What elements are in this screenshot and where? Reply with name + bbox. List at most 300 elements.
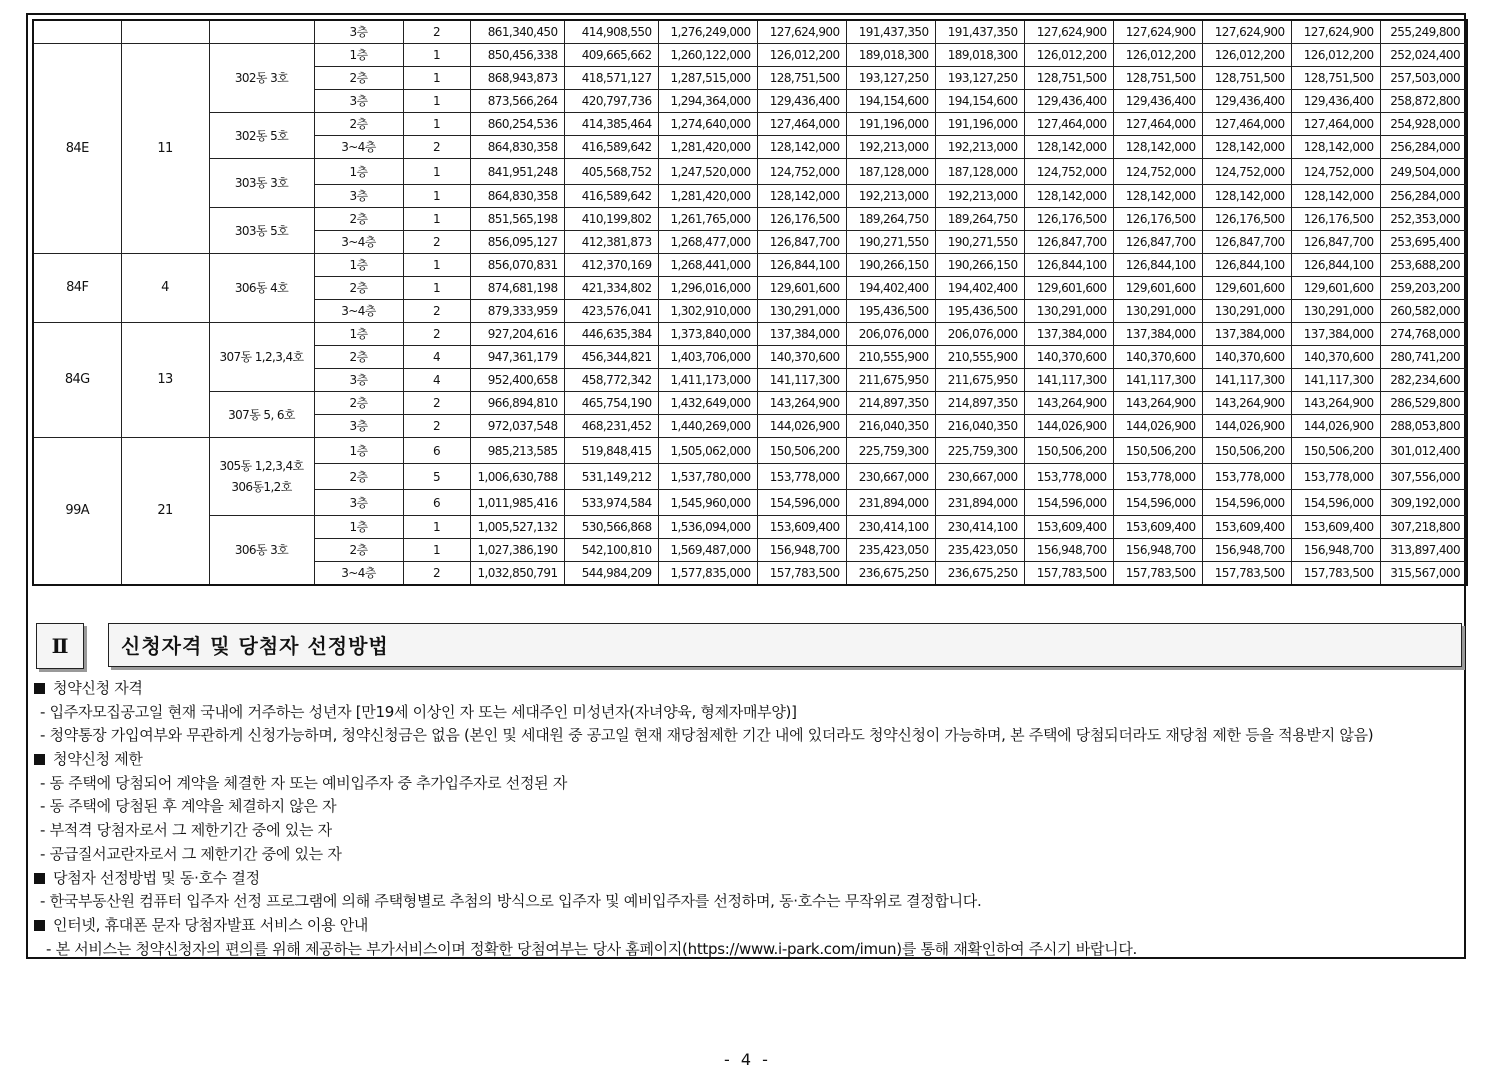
- table-cell: 128,142,000: [1202, 136, 1291, 159]
- table-cell: 254,928,000: [1380, 113, 1467, 136]
- table-cell: 235,423,050: [935, 539, 1024, 562]
- table-cell: 144,026,900: [1291, 415, 1380, 438]
- table-cell: 128,142,000: [1024, 185, 1113, 208]
- table-cell: 191,437,350: [846, 20, 935, 44]
- table-cell: 130,291,000: [1291, 300, 1380, 323]
- table-cell: 3층: [314, 415, 403, 438]
- table-cell: 420,797,736: [564, 90, 658, 113]
- heading-restrictions: 청약신청 제한: [32, 748, 1462, 772]
- table-cell: 409,665,662: [564, 44, 658, 67]
- table-cell: 3~4층: [314, 231, 403, 254]
- table-cell: 1,287,515,000: [658, 67, 757, 90]
- table-cell: 189,264,750: [935, 208, 1024, 231]
- table-cell: 126,176,500: [1291, 208, 1380, 231]
- table-cell: 874,681,198: [470, 277, 564, 300]
- table-cell: 191,196,000: [935, 113, 1024, 136]
- supply-price-table: [32, 19, 1468, 586]
- table-cell: 214,897,350: [846, 392, 935, 415]
- table-cell: 1,545,960,000: [658, 490, 757, 516]
- table-cell: 1,373,840,000: [658, 323, 757, 346]
- table-row: [33, 208, 1467, 231]
- table-cell: 1,569,487,000: [658, 539, 757, 562]
- table-cell: 206,076,000: [846, 323, 935, 346]
- table-cell: 301,012,400: [1380, 438, 1467, 464]
- table-cell: 153,609,400: [1024, 516, 1113, 539]
- table-cell: 150,506,200: [757, 438, 846, 464]
- table-cell: 127,624,900: [1024, 20, 1113, 44]
- table-cell: 418,571,127: [564, 67, 658, 90]
- table-cell: 2층: [314, 208, 403, 231]
- table-cell: 130,291,000: [757, 300, 846, 323]
- table-cell: 1,403,706,000: [658, 346, 757, 369]
- table-cell: 1,432,649,000: [658, 392, 757, 415]
- table-cell: 126,176,500: [757, 208, 846, 231]
- table-cell: 519,848,415: [564, 438, 658, 464]
- table-cell: 128,142,000: [1291, 136, 1380, 159]
- table-cell: 1: [403, 516, 470, 539]
- table-cell: 307,556,000: [1380, 464, 1467, 490]
- table-cell: 412,370,169: [564, 254, 658, 277]
- table-cell: 127,624,900: [757, 20, 846, 44]
- table-cell: 280,741,200: [1380, 346, 1467, 369]
- table-cell: 126,012,200: [757, 44, 846, 67]
- table-cell: 189,264,750: [846, 208, 935, 231]
- square-bullet-icon: [34, 920, 45, 931]
- table-cell: 127,624,900: [1202, 20, 1291, 44]
- table-cell: 952,400,658: [470, 369, 564, 392]
- table-cell: 305동 1,2,3,4호 306동1,2호: [209, 438, 314, 516]
- table-cell: 153,778,000: [1113, 464, 1202, 490]
- list-item: - 청약통장 가입여부와 무관하게 신청가능하며, 청약신청금은 없음 (본인 및 세대원 중 공고일 현재 재당첨제한 기간 내에 있더라도 청약신청이 가능하며, 본 주택에 당첨되더라도 재당첨 제한 등을 적용받지 않음): [40, 726, 1374, 745]
- table-cell: 126,176,500: [1024, 208, 1113, 231]
- table-cell: 124,752,000: [1291, 159, 1380, 185]
- table-cell: 126,012,200: [1291, 44, 1380, 67]
- table-cell: 128,751,500: [1202, 67, 1291, 90]
- table-cell: 307동 1,2,3,4호: [209, 323, 314, 392]
- table-cell: 947,361,179: [470, 346, 564, 369]
- table-cell: 256,284,000: [1380, 136, 1467, 159]
- table-cell: 126,176,500: [1113, 208, 1202, 231]
- table-cell: 150,506,200: [1113, 438, 1202, 464]
- table-cell: 2층: [314, 392, 403, 415]
- table-cell: 127,624,900: [1113, 20, 1202, 44]
- table-cell: 157,783,500: [1202, 562, 1291, 586]
- table-cell: 2: [403, 562, 470, 586]
- table-cell: 21: [121, 438, 209, 586]
- table-cell: 1,032,850,791: [470, 562, 564, 586]
- list-item: - 입주자모집공고일 현재 국내에 거주하는 성년자 [만19세 이상인 자 또는 세대주인 미성년자(자녀양육, 형제자매부양)]: [40, 702, 797, 721]
- table-cell: 84E: [33, 44, 121, 254]
- table-cell: 192,213,000: [846, 136, 935, 159]
- table-cell: 128,751,500: [1024, 67, 1113, 90]
- table-cell: 210,555,900: [846, 346, 935, 369]
- table-cell: 141,117,300: [1291, 369, 1380, 392]
- table-cell: 153,778,000: [1024, 464, 1113, 490]
- table-cell: 1,247,520,000: [658, 159, 757, 185]
- table-cell: 259,203,200: [1380, 277, 1467, 300]
- table-cell: 137,384,000: [1113, 323, 1202, 346]
- table-cell: 156,948,700: [1291, 539, 1380, 562]
- table-cell: 140,370,600: [1113, 346, 1202, 369]
- table-cell: 189,018,300: [935, 44, 1024, 67]
- table-cell: 137,384,000: [1024, 323, 1113, 346]
- table-cell: 252,024,400: [1380, 44, 1467, 67]
- table-cell: 140,370,600: [1291, 346, 1380, 369]
- table-cell: 130,291,000: [1113, 300, 1202, 323]
- table-cell: 985,213,585: [470, 438, 564, 464]
- table-cell: 3층: [314, 20, 403, 44]
- table-cell: 416,589,642: [564, 136, 658, 159]
- square-bullet-icon: [34, 873, 45, 884]
- table-cell: 126,012,200: [1202, 44, 1291, 67]
- table-cell: 288,053,800: [1380, 415, 1467, 438]
- table-cell: 6: [403, 490, 470, 516]
- table-cell: 4: [121, 254, 209, 323]
- table-cell: 1,268,477,000: [658, 231, 757, 254]
- table-cell: 130,291,000: [1024, 300, 1113, 323]
- table-cell: 128,142,000: [757, 136, 846, 159]
- table-cell: 2층: [314, 346, 403, 369]
- table-cell: 1,268,441,000: [658, 254, 757, 277]
- table-cell: 144,026,900: [1202, 415, 1291, 438]
- table-cell: 972,037,548: [470, 415, 564, 438]
- table-cell: 140,370,600: [1202, 346, 1291, 369]
- table-cell: 873,566,264: [470, 90, 564, 113]
- table-cell: 4: [403, 369, 470, 392]
- table-cell: 2: [403, 323, 470, 346]
- section-header: [34, 623, 1462, 669]
- table-cell: 128,751,500: [1113, 67, 1202, 90]
- table-cell: 1,006,630,788: [470, 464, 564, 490]
- table-cell: 286,529,800: [1380, 392, 1467, 415]
- table-cell: 127,464,000: [1291, 113, 1380, 136]
- list-item: - 공급질서교란자로서 그 제한기간 중에 있는 자: [40, 844, 342, 863]
- table-cell: 542,100,810: [564, 539, 658, 562]
- table-cell: 140,370,600: [1024, 346, 1113, 369]
- table-cell: 3~4층: [314, 562, 403, 586]
- table-cell: 124,752,000: [1113, 159, 1202, 185]
- table-cell: 1: [403, 254, 470, 277]
- document-frame: [26, 13, 1466, 959]
- table-cell: 303동 5호: [209, 208, 314, 254]
- table-cell: 129,436,400: [1024, 90, 1113, 113]
- table-cell: 156,948,700: [1113, 539, 1202, 562]
- table-cell: 143,264,900: [1024, 392, 1113, 415]
- table-cell: 99A: [33, 438, 121, 586]
- table-cell: 194,154,600: [846, 90, 935, 113]
- table-cell: 414,385,464: [564, 113, 658, 136]
- table-row: [33, 113, 1467, 136]
- table-cell: 533,974,584: [564, 490, 658, 516]
- table-cell: 144,026,900: [1113, 415, 1202, 438]
- table-cell: 187,128,000: [846, 159, 935, 185]
- table-cell: 1: [403, 539, 470, 562]
- table-cell: 2: [403, 415, 470, 438]
- table-cell: 1,296,016,000: [658, 277, 757, 300]
- table-cell: 153,778,000: [1202, 464, 1291, 490]
- table-cell: 252,353,000: [1380, 208, 1467, 231]
- table-cell: 307,218,800: [1380, 516, 1467, 539]
- table-cell: 143,264,900: [757, 392, 846, 415]
- table-cell: 157,783,500: [1291, 562, 1380, 586]
- table-cell: 129,436,400: [1113, 90, 1202, 113]
- table-cell: 2: [403, 136, 470, 159]
- table-cell: 130,291,000: [1202, 300, 1291, 323]
- table-cell: 258,872,800: [1380, 90, 1467, 113]
- table-cell: 1,260,122,000: [658, 44, 757, 67]
- table-cell: 11: [121, 44, 209, 254]
- table-cell: 231,894,000: [935, 490, 1024, 516]
- table-cell: 141,117,300: [1113, 369, 1202, 392]
- table-cell: 129,601,600: [757, 277, 846, 300]
- table-cell: 126,012,200: [1024, 44, 1113, 67]
- table-cell: 150,506,200: [1291, 438, 1380, 464]
- table-cell: 129,436,400: [1291, 90, 1380, 113]
- section-title: 신청자격 및 당첨자 선정방법: [108, 623, 1462, 667]
- table-cell: 850,456,338: [470, 44, 564, 67]
- table-cell: 127,464,000: [1202, 113, 1291, 136]
- table-cell: 2: [403, 20, 470, 44]
- table-cell: 190,271,550: [846, 231, 935, 254]
- list-item: - 동 주택에 당첨된 후 계약을 체결하지 않은 자: [40, 797, 337, 816]
- table-cell: 225,759,300: [935, 438, 1024, 464]
- table-cell: 5: [403, 464, 470, 490]
- table-cell: 84F: [33, 254, 121, 323]
- table-cell: 153,778,000: [1291, 464, 1380, 490]
- table-cell: 1: [403, 159, 470, 185]
- table-cell: 414,908,550: [564, 20, 658, 44]
- table-cell: 256,284,000: [1380, 185, 1467, 208]
- table-cell: 190,266,150: [935, 254, 1024, 277]
- table-cell: 416,589,642: [564, 185, 658, 208]
- table-cell: 189,018,300: [846, 44, 935, 67]
- table-cell: 927,204,616: [470, 323, 564, 346]
- table-cell: 153,609,400: [757, 516, 846, 539]
- table-cell: 128,142,000: [1113, 185, 1202, 208]
- table-cell: 124,752,000: [1202, 159, 1291, 185]
- table-cell: 1: [403, 90, 470, 113]
- table-cell: 1,537,780,000: [658, 464, 757, 490]
- table-cell: 1,005,527,132: [470, 516, 564, 539]
- table-cell: 128,751,500: [757, 67, 846, 90]
- table-cell: 214,897,350: [935, 392, 1024, 415]
- table-cell: 864,830,358: [470, 185, 564, 208]
- table-cell: 190,271,550: [935, 231, 1024, 254]
- table-cell: 127,464,000: [1113, 113, 1202, 136]
- table-cell: 156,948,700: [757, 539, 846, 562]
- table-cell: 141,117,300: [757, 369, 846, 392]
- table-cell: 302동 5호: [209, 113, 314, 159]
- table-cell: 144,026,900: [757, 415, 846, 438]
- table-cell: 405,568,752: [564, 159, 658, 185]
- table-cell: 230,667,000: [846, 464, 935, 490]
- table-cell: 211,675,950: [846, 369, 935, 392]
- table-cell: 126,847,700: [1202, 231, 1291, 254]
- table-cell: 191,437,350: [935, 20, 1024, 44]
- heading-announcement-service: 인터넷, 휴대폰 문자 당첨자발표 서비스 이용 안내: [32, 914, 1462, 938]
- table-cell: 126,844,100: [1024, 254, 1113, 277]
- table-cell: 143,264,900: [1291, 392, 1380, 415]
- table-cell: 1,027,386,190: [470, 539, 564, 562]
- table-cell: 879,333,959: [470, 300, 564, 323]
- table-cell: 1,302,910,000: [658, 300, 757, 323]
- table-cell: 153,778,000: [757, 464, 846, 490]
- table-cell: 2층: [314, 539, 403, 562]
- table-cell: 423,576,041: [564, 300, 658, 323]
- table-cell: 274,768,000: [1380, 323, 1467, 346]
- table-cell: 255,249,800: [1380, 20, 1467, 44]
- table-cell: 456,344,821: [564, 346, 658, 369]
- table-cell: 306동 3호: [209, 516, 314, 586]
- table-cell: 1,505,062,000: [658, 438, 757, 464]
- table-cell: 157,783,500: [757, 562, 846, 586]
- table-cell: 195,436,500: [846, 300, 935, 323]
- table-row: [33, 159, 1467, 185]
- table-cell: 154,596,000: [1202, 490, 1291, 516]
- table-cell: 144,026,900: [1024, 415, 1113, 438]
- table-cell: 1,274,640,000: [658, 113, 757, 136]
- table-cell: 3층: [314, 90, 403, 113]
- table-cell: 282,234,600: [1380, 369, 1467, 392]
- table-cell: 1,281,420,000: [658, 185, 757, 208]
- table-cell: 128,142,000: [757, 185, 846, 208]
- table-cell: 868,943,873: [470, 67, 564, 90]
- table-cell: 225,759,300: [846, 438, 935, 464]
- table-cell: 143,264,900: [1113, 392, 1202, 415]
- list-item: - 동 주택에 당첨되어 계약을 체결한 자 또는 예비입주자 중 추가입주자로 선정된 자: [40, 773, 568, 792]
- table-cell: 2층: [314, 277, 403, 300]
- table-cell: 307동 5, 6호: [209, 392, 314, 438]
- table-cell: 1,536,094,000: [658, 516, 757, 539]
- table-cell: 137,384,000: [757, 323, 846, 346]
- table-cell: 1,440,269,000: [658, 415, 757, 438]
- table-cell: 192,213,000: [846, 185, 935, 208]
- table-cell: 230,414,100: [846, 516, 935, 539]
- table-cell: 194,154,600: [935, 90, 1024, 113]
- table-cell: 864,830,358: [470, 136, 564, 159]
- table-cell: 1: [403, 185, 470, 208]
- table-cell: 127,624,900: [1291, 20, 1380, 44]
- table-cell: 236,675,250: [846, 562, 935, 586]
- table-cell: 309,192,000: [1380, 490, 1467, 516]
- table-row: [33, 392, 1467, 415]
- table-cell: 194,402,400: [846, 277, 935, 300]
- table-cell: 129,601,600: [1202, 277, 1291, 300]
- table-cell: 1층: [314, 159, 403, 185]
- table-cell: 129,436,400: [1202, 90, 1291, 113]
- table-cell: 421,334,802: [564, 277, 658, 300]
- table-cell: 544,984,209: [564, 562, 658, 586]
- table-row: [33, 323, 1467, 346]
- table-cell: 303동 3호: [209, 159, 314, 208]
- table-cell: 206,076,000: [935, 323, 1024, 346]
- table-cell: 230,667,000: [935, 464, 1024, 490]
- table-cell: 157,783,500: [1024, 562, 1113, 586]
- table-cell: 13: [121, 323, 209, 438]
- table-cell: 195,436,500: [935, 300, 1024, 323]
- table-cell: 137,384,000: [1291, 323, 1380, 346]
- table-cell: 851,565,198: [470, 208, 564, 231]
- table-cell: 154,596,000: [757, 490, 846, 516]
- table-cell: 190,266,150: [846, 254, 935, 277]
- table-cell: 315,567,000: [1380, 562, 1467, 586]
- table-cell: 129,601,600: [1113, 277, 1202, 300]
- table-cell: 126,844,100: [1291, 254, 1380, 277]
- table-cell: 2: [403, 392, 470, 415]
- table-cell: 129,601,600: [1024, 277, 1113, 300]
- table-cell: 253,688,200: [1380, 254, 1467, 277]
- table-cell: 4: [403, 346, 470, 369]
- table-body: [33, 20, 1467, 585]
- table-cell: [121, 20, 209, 44]
- table-cell: 84G: [33, 323, 121, 438]
- table-cell: 313,897,400: [1380, 539, 1467, 562]
- table-cell: 410,199,802: [564, 208, 658, 231]
- table-cell: 231,894,000: [846, 490, 935, 516]
- table-cell: 187,128,000: [935, 159, 1024, 185]
- table-cell: 3층: [314, 490, 403, 516]
- table-cell: 1층: [314, 323, 403, 346]
- table-cell: 236,675,250: [935, 562, 1024, 586]
- table-cell: 468,231,452: [564, 415, 658, 438]
- table-cell: 302동 3호: [209, 44, 314, 113]
- table-cell: 192,213,000: [935, 185, 1024, 208]
- table-cell: 128,142,000: [1202, 185, 1291, 208]
- table-cell: 1: [403, 113, 470, 136]
- table-cell: 153,609,400: [1291, 516, 1380, 539]
- table-cell: 966,894,810: [470, 392, 564, 415]
- table-cell: 2: [403, 300, 470, 323]
- table-cell: 193,127,250: [935, 67, 1024, 90]
- table-cell: 3층: [314, 185, 403, 208]
- table-cell: 1,294,364,000: [658, 90, 757, 113]
- table-cell: 1,011,985,416: [470, 490, 564, 516]
- table-cell: 126,847,700: [1024, 231, 1113, 254]
- table-cell: 154,596,000: [1113, 490, 1202, 516]
- table-cell: 193,127,250: [846, 67, 935, 90]
- table-cell: 412,381,873: [564, 231, 658, 254]
- table-cell: 253,695,400: [1380, 231, 1467, 254]
- table-cell: 458,772,342: [564, 369, 658, 392]
- table-row: [33, 44, 1467, 67]
- heading-eligibility: 청약신청 자격: [32, 677, 1462, 701]
- table-cell: 1층: [314, 254, 403, 277]
- table-cell: 2층: [314, 113, 403, 136]
- table-cell: 126,844,100: [1113, 254, 1202, 277]
- table-cell: 126,844,100: [1202, 254, 1291, 277]
- table-cell: 143,264,900: [1202, 392, 1291, 415]
- table-cell: 194,402,400: [935, 277, 1024, 300]
- table-cell: 192,213,000: [935, 136, 1024, 159]
- page-number: - 4 -: [724, 1050, 771, 1069]
- table-cell: 6: [403, 438, 470, 464]
- table-cell: 137,384,000: [1202, 323, 1291, 346]
- table-cell: 150,506,200: [1024, 438, 1113, 464]
- table-cell: 1: [403, 67, 470, 90]
- table-cell: 127,464,000: [757, 113, 846, 136]
- table-cell: 465,754,190: [564, 392, 658, 415]
- table-cell: 2층: [314, 67, 403, 90]
- table-cell: 157,783,500: [1113, 562, 1202, 586]
- table-cell: 153,609,400: [1113, 516, 1202, 539]
- table-cell: 126,847,700: [757, 231, 846, 254]
- table-row: [33, 438, 1467, 464]
- section-number: Ⅱ: [36, 623, 84, 669]
- table-cell: 856,070,831: [470, 254, 564, 277]
- table-cell: 128,142,000: [1291, 185, 1380, 208]
- table-cell: 156,948,700: [1024, 539, 1113, 562]
- table-cell: 128,142,000: [1024, 136, 1113, 159]
